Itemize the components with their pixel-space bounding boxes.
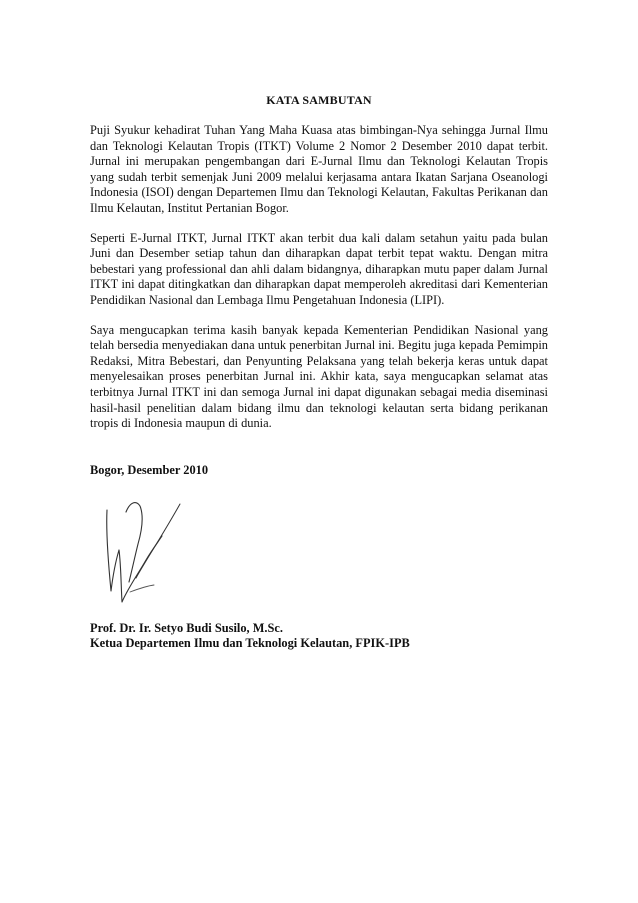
paragraph-1: Puji Syukur kehadirat Tuhan Yang Maha Kuasa atas bimbingan-Nya sehingga Jurnal Ilmu dan Teknologi Kelautan Tropis (ITKT) Volume 2 Nomor 2 Desember 2010 dapat terbit. Jurnal ini merupakan pengembangan dari E-Jurnal Ilmu dan Teknologi Kelautan Tropis yang sudah terbit semenjak Juni 2009 melalui kerjasama antara Ikatan Sarjana Oseanologi Indonesia (ISOI) dengan Departemen Ilmu dan Teknologi Kelautan, Fakultas Perikanan dan Ilmu Kelautan, Institut Pertanian Bogor.: [90, 123, 548, 215]
signer-name: Prof. Dr. Ir. Setyo Budi Susilo, M.Sc.: [90, 621, 283, 635]
signature-image: [88, 490, 200, 608]
page-title: KATA SAMBUTAN: [266, 93, 372, 107]
place-date: Bogor, Desember 2010: [90, 463, 209, 477]
body-text: [90, 123, 548, 446]
paragraph-3: Saya mengucapkan terima kasih banyak kepada Kementerian Pendidikan Nasional yang telah bersedia menyediakan dana untuk penerbitan Jurnal ini. Begitu juga kepada Pemimpin Redaksi, Mitra Bebestari, dan Penyunting Pelaksana yang telah bekerja keras untuk dapat menyelesaikan proses penerbitan Jurnal ini. Akhir kata, saya mengucapkan selamat atas terbitnya Jurnal ITKT ini dan semoga Jurnal ini dapat digunakan sebagai media diseminasi hasil-hasil penelitian dalam bidang ilmu dan teknologi kelautan serta bidang perikanan tropis di Indonesia maupun di dunia.: [90, 322, 548, 431]
signer-role: Ketua Departemen Ilmu dan Teknologi Kelautan, FPIK-IPB: [90, 636, 410, 650]
paragraph-2: Seperti E-Jurnal ITKT, Jurnal ITKT akan terbit dua kali dalam setahun yaitu pada bulan Juni dan Desember setiap tahun dan diharapkan dapat terbit tepat waktu. Dengan mitra bebestari yang professional dan ahli dalam bidangnya, diharapkan mutu paper dalam Jurnal ITKT ini dapat ditingkatkan dan diharapkan dapat memperoleh akreditasi dari Kementerian Pendidikan Nasional dan Lembaga Ilmu Pengetahuan Indonesia (LIPI).: [90, 230, 548, 307]
